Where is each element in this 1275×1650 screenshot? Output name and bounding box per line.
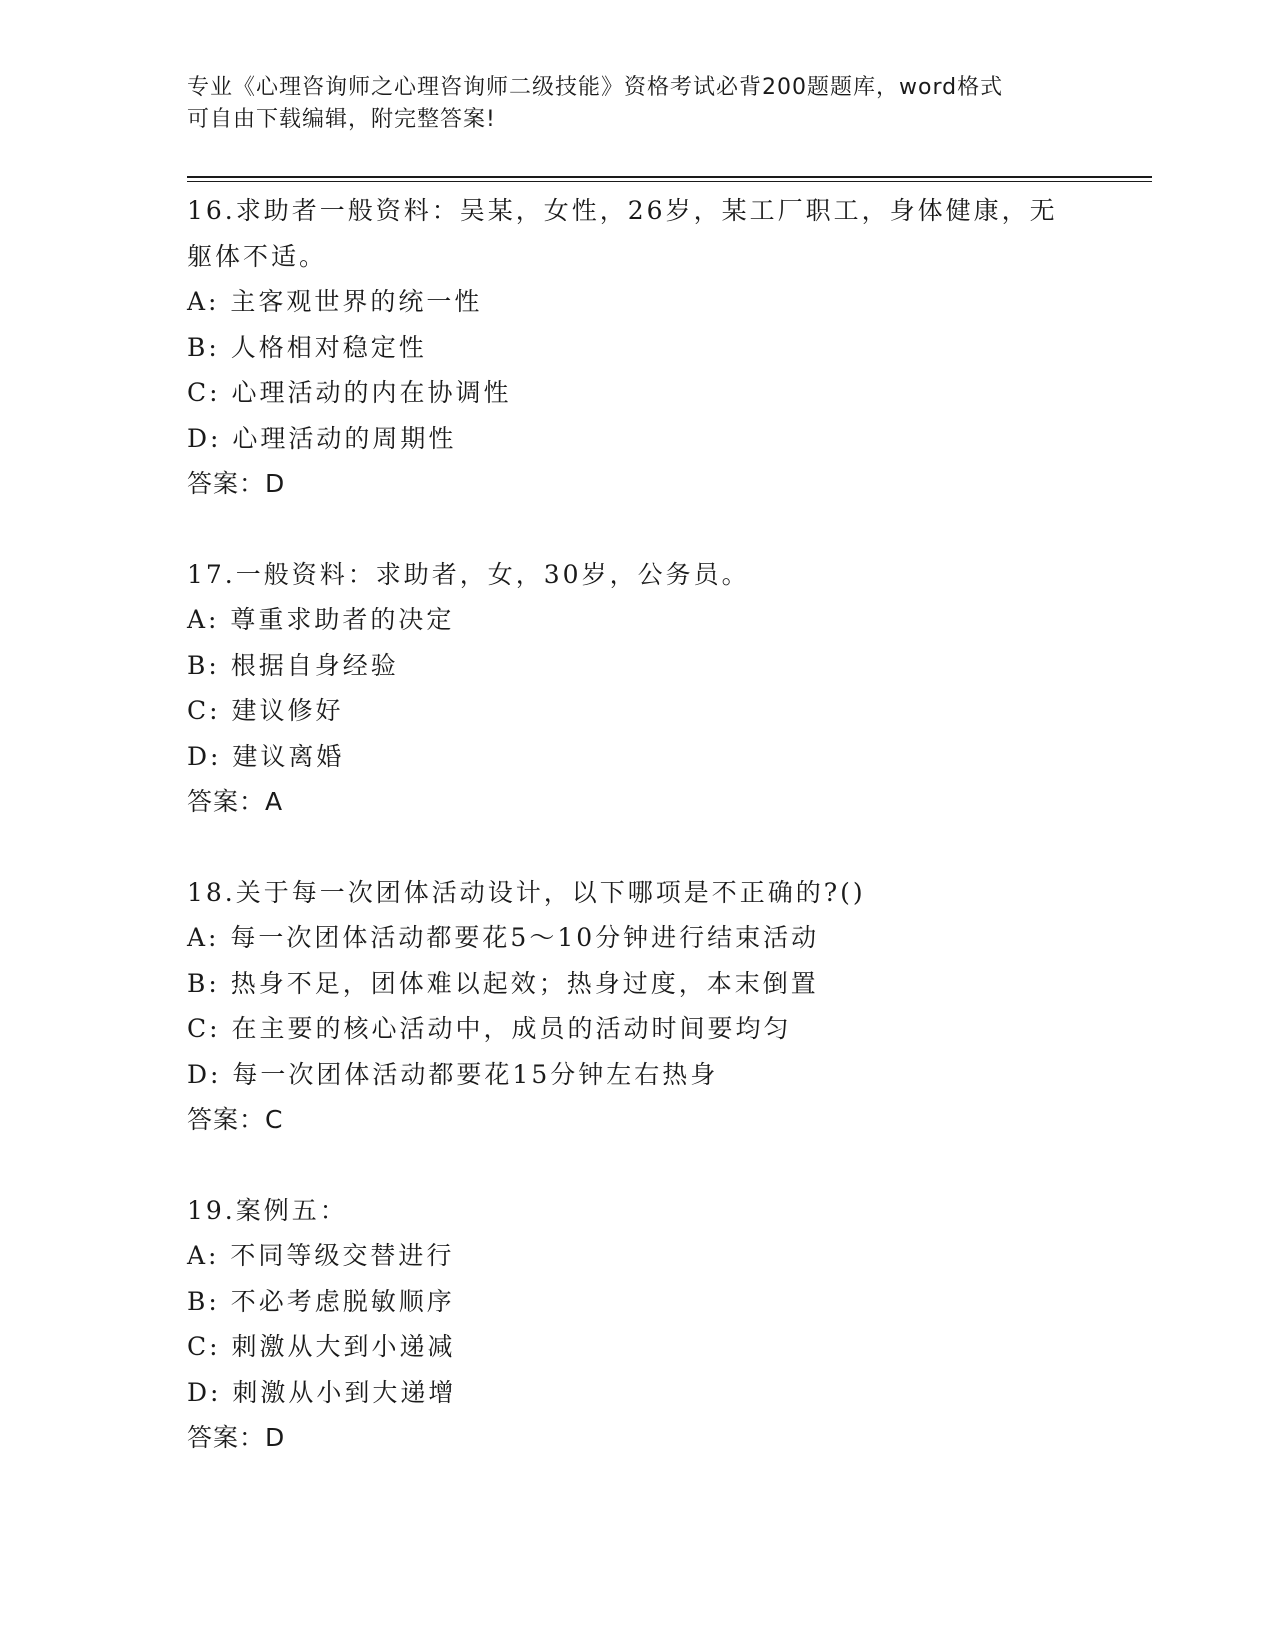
question-16 [187, 188, 1152, 507]
option-d: D: 建议离婚 [187, 741, 345, 771]
option-b: B: 人格相对稳定性 [187, 332, 427, 362]
option-c: C: 建议修好 [187, 696, 344, 725]
answer-line: 答案：D [187, 1423, 286, 1452]
option-c: C: 心理活动的内在协调性 [187, 378, 512, 407]
header-line-1: 专业《心理咨询师之心理咨询师二级技能》资格考试必背200题题库，word格式 [187, 75, 1004, 100]
option-a: A: 尊重求助者的决定 [187, 605, 455, 634]
header-line-2: 可自由下载编辑，附完整答案! [187, 107, 496, 132]
question-list [187, 188, 1152, 1461]
option-d: D: 每一次团体活动都要花15分钟左右热身 [187, 1059, 719, 1089]
question-18 [187, 870, 1152, 1143]
document-header [187, 72, 1087, 136]
option-a: A: 每一次团体活动都要花5～10分钟进行结束活动 [187, 923, 820, 952]
option-b: B: 根据自身经验 [187, 650, 399, 680]
option-c: C: 在主要的核心活动中，成员的活动时间要均匀 [187, 1014, 792, 1043]
option-b: B: 热身不足，团体难以起效；热身过度，本末倒置 [187, 968, 819, 998]
answer-line: 答案：A [187, 787, 284, 816]
question-stem: 16.求助者一般资料：吴某，女性，26岁，某工厂职工，身体健康，无 [187, 196, 1058, 225]
option-d: D: 刺激从小到大递增 [187, 1377, 457, 1407]
question-stem-continued: 躯体不适。 [187, 241, 328, 271]
question-19 [187, 1188, 1152, 1461]
header-divider-thin [187, 181, 1152, 182]
answer-line: 答案：C [187, 1105, 284, 1134]
option-a: A: 主客观世界的统一性 [187, 287, 483, 316]
option-b: B: 不必考虑脱敏顺序 [187, 1286, 455, 1316]
header-divider-thick [187, 176, 1152, 178]
option-a: A: 不同等级交替进行 [187, 1241, 455, 1270]
option-c: C: 刺激从大到小递减 [187, 1332, 456, 1361]
question-stem: 19.案例五： [187, 1195, 348, 1225]
answer-line: 答案：D [187, 469, 286, 498]
option-d: D: 心理活动的周期性 [187, 423, 457, 453]
question-stem: 18.关于每一次团体活动设计，以下哪项是不正确的?() [187, 877, 866, 907]
question-17 [187, 552, 1152, 825]
question-stem: 17.一般资料：求助者，女，30岁，公务员。 [187, 559, 750, 589]
